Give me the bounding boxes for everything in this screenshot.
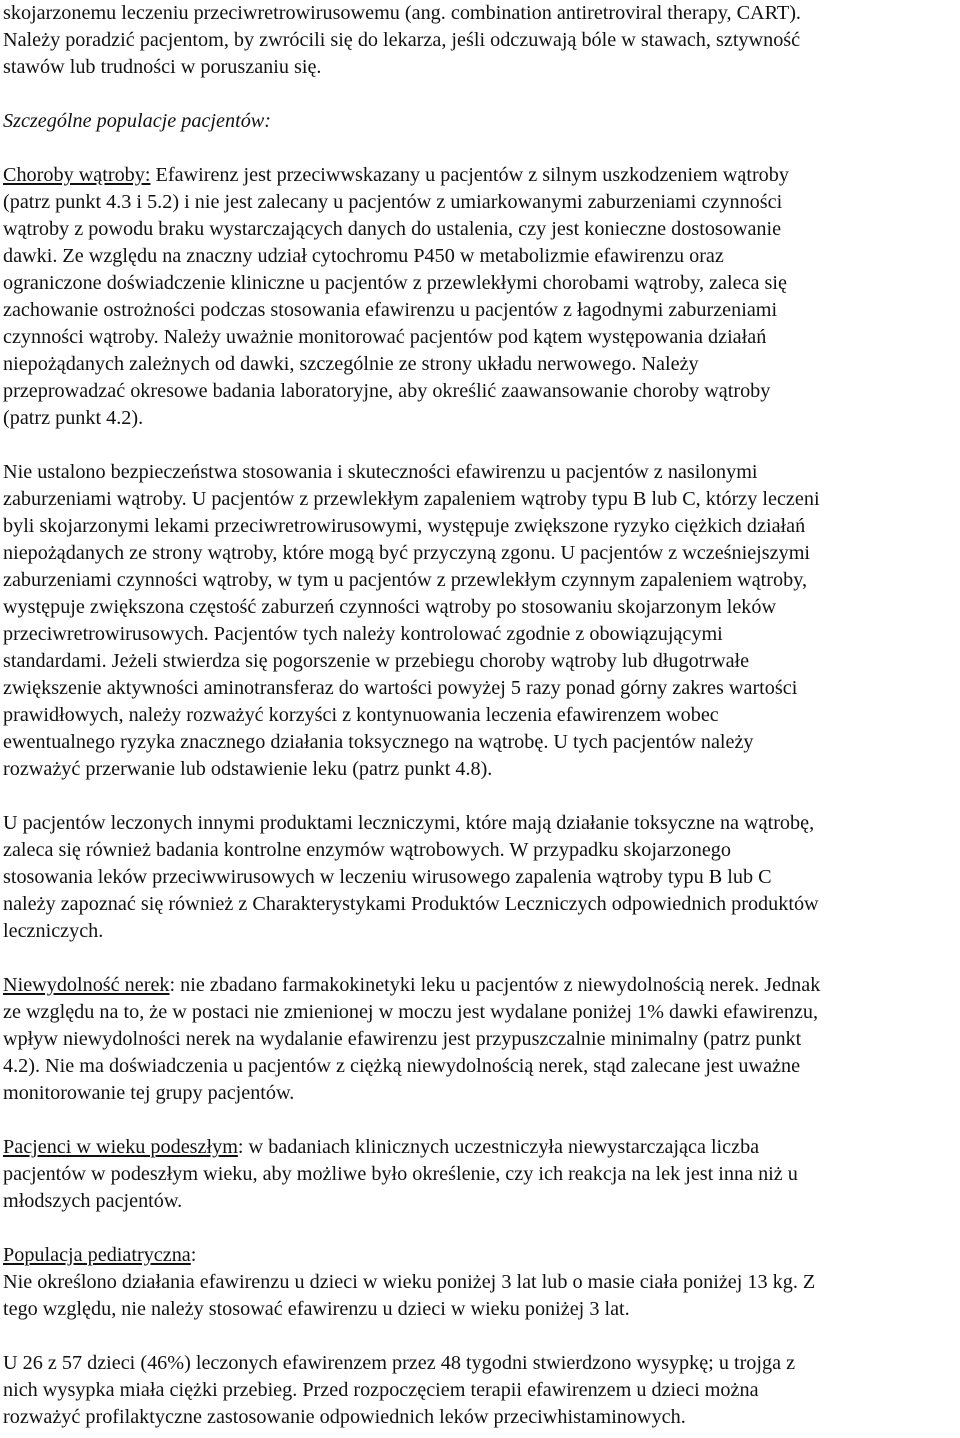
spacer: [3, 1323, 955, 1350]
pediatric-paragraph-1: Nie określono działania efawirenzu u dzieci w wieku poniżej 3 lat lub o masie ciała poniżej 13 kg. Z tego względu, nie należy stosować efawirenzu u dzieci w wieku poniżej 3 lat.: [3, 1271, 816, 1320]
elderly-paragraph: [3, 1134, 955, 1215]
pediatric-heading: [3, 1242, 955, 1269]
pediatric-paragraph-2: U 26 z 57 dzieci (46%) leczonych efawirenzem przez 48 tygodni stwierdzono wysypkę; u trojga z nich wysypka miała ciężki przebieg. Przed rozpoczęciem terapii efawirenzem u dzieci można rozważyć profilaktyczne zastosowanie odpowiednich leków przeciwhistaminowych.: [3, 1352, 796, 1428]
liver-paragraph-1: [3, 162, 955, 432]
liver-paragraph-3: U pacjentów leczonych innymi produktami leczniczymi, które mają działanie toksyczne na wątrobę, zaleca się również badania kontrolne enzymów wątrobowych. W przypadku skojarzonego stosowania leków przeciwwirusowych w leczeniu wirusowego zapalenia wątroby typu B lub C należy zapoznać się również z Charakterystykami Produktów Leczniczych odpowiednich produktów leczniczych.: [3, 812, 819, 942]
kidney-label: Niewydolność nerek: [3, 974, 170, 996]
elderly-text: : w badaniach klinicznych uczestniczyła niewystarczająca liczba pacjentów w podeszłym wieku, aby możliwe było określenie, czy ich reakcja na lek jest inna niż u młodszych pacjentów.: [3, 1136, 798, 1212]
spacer: [3, 432, 955, 459]
section-heading: Szczególne populacje pacjentów:: [3, 110, 271, 132]
kidney-paragraph: [3, 972, 955, 1107]
spacer: [3, 1107, 955, 1134]
liver-paragraph-2: Nie ustalono bezpieczeństwa stosowania i skuteczności efawirenzu u pacjentów z nasilonymi zaburzeniami wątroby. U pacjentów z przewlekłym zapaleniem wątroby typu B lub C, którzy leczeni byli skojarzonymi lekami przeciwretrowirusowymi, występuje zwiększone ryzyko ciężkich działań niepożądanych ze strony wątroby, które mogą być przyczyną zgonu. U pacjentów z wcześniejszymi zaburzeniami czynności wątroby, w tym u pacjentów z przewlekłym czynnym zapaleniem wątroby, występuje zwiększona częstość zaburzeń czynności wątroby po stosowaniu skojarzonym leków przeciwretrowirusowych. Pacjentów tych należy kontrolować zgodnie z obowiązującymi standardami. Jeżeli stwierdza się pogorszenie w przebiegu choroby wątroby lub długotrwałe zwiększenie aktywności aminotransferaz do wartości powyżej 5 razy ponad górny zakres wartości prawidłowych, należy rozważyć korzyści z kontynuowania leczenia efawirenzem wobec ewentualnego ryzyka znacznego działania toksycznego na wątrobę. U tych pacjentów należy rozważyć przerwanie lub odstawienie leku (patrz punkt 4.8).: [3, 461, 820, 780]
liver-label: Choroby wątroby:: [3, 164, 151, 186]
spacer: [3, 81, 955, 108]
elderly-label: Pacjenci w wieku podeszłym: [3, 1136, 238, 1158]
spacer: [3, 135, 955, 162]
kidney-text: : nie zbadano farmakokinetyki leku u pacjentów z niewydolnością nerek. Jednak ze względu na to, że w postaci nie zmienionej w moczu jest wydalane poniżej 1% dawki efawirenzu, wpływ niewydolności nerek na wydalanie efawirenzu jest przypuszczalnie minimalny (patrz punkt 4.2). Nie ma doświadczenia u pacjentów z ciężką niewydolnością nerek, stąd zalecane jest uważne monitorowanie tej grupy pacjentów.: [3, 974, 821, 1104]
pediatric-label: Populacja pediatryczna: [3, 1244, 191, 1266]
document-page: [3, 0, 955, 1431]
pediatric-colon: :: [190, 1244, 197, 1266]
liver-text-1: Efawirenz jest przeciwwskazany u pacjentów z silnym uszkodzeniem wątroby (patrz punkt 4.3 i 5.2) i nie jest zalecany u pacjentów z umiarkowanymi zaburzeniami czynności wątroby z powodu braku wystarczających danych do ustalenia, czy jest konieczne dostosowanie dawki. Ze względu na znaczny udział cytochromu P450 w metabolizmie efawirenzu oraz ograniczone doświadczenie kliniczne u pacjentów z przewlekłymi chorobami wątroby, zaleca się zachowanie ostrożności podczas stosowania efawirenzu u pacjentów z łagodnymi zaburzeniami czynności wątroby. Należy uważnie monitorować pacjentów pod kątem występowania działań niepożądanych zależnych od dawki, szczególnie ze strony układu nerwowego. Należy przeprowadzać okresowe badania laboratoryjne, aby określić zaawansowanie choroby wątroby (patrz punkt 4.2).: [3, 164, 789, 429]
intro-paragraph: skojarzonemu leczeniu przeciwretrowirusowemu (ang. combination antiretroviral therapy, CART). Należy poradzić pacjentom, by zwrócili się do lekarza, jeśli odczuwają bóle w stawach, sztywność stawów lub trudności w poruszaniu się.: [3, 2, 801, 78]
spacer: [3, 945, 955, 972]
spacer: [3, 783, 955, 810]
spacer: [3, 1215, 955, 1242]
